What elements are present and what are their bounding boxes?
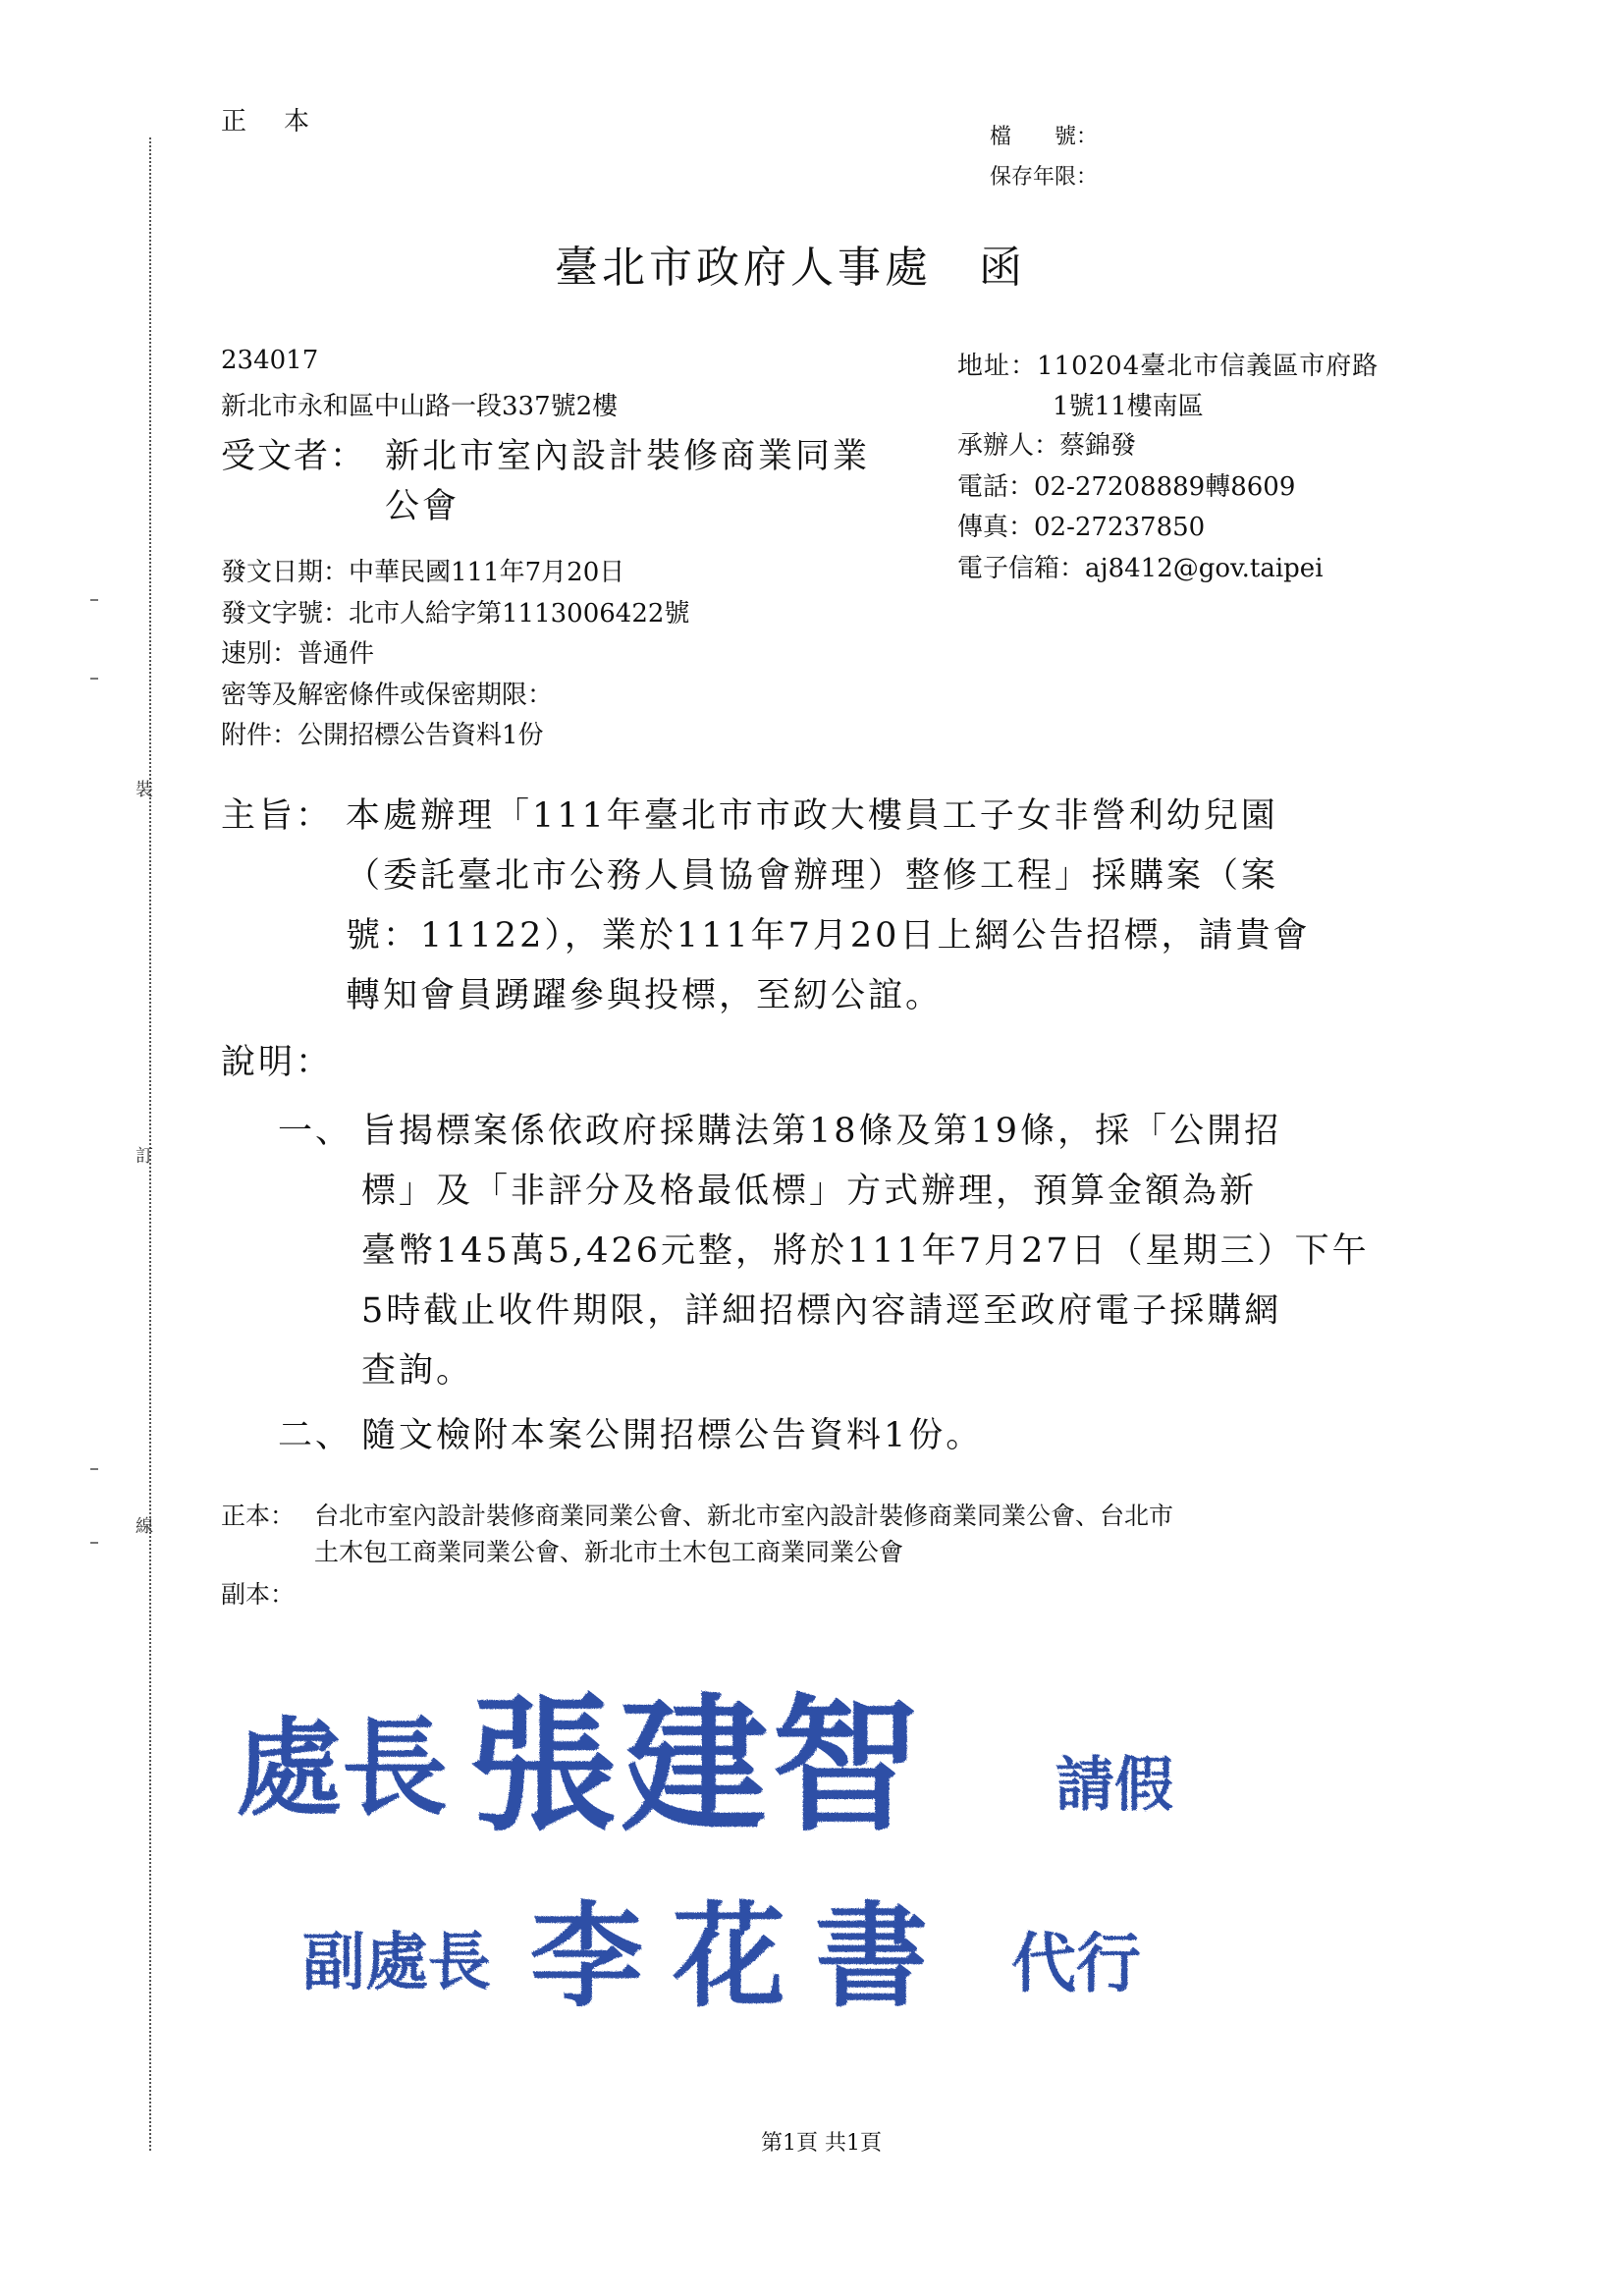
- stamp-note-2: 代行: [1011, 1925, 1141, 2001]
- stamp-name-1: 張建智: [469, 1689, 924, 1852]
- item-2-text: 隨文檢附本案公開招標公告資料1份。: [361, 1416, 984, 1455]
- recipient-name-line2: 公會: [385, 487, 460, 526]
- recipient-address: 新北市永和區中山路一段337號2樓: [221, 392, 619, 421]
- item-1-text: [361, 1102, 1370, 1401]
- item-1-line: 查詢。: [361, 1351, 474, 1391]
- recipient-name-line1: 新北市室內設計裝修商業同業: [385, 437, 871, 476]
- item-2-number: 二、: [278, 1416, 353, 1455]
- margin-tick: [90, 1542, 98, 1544]
- retention-label: 保存年限：: [990, 165, 1099, 190]
- item-1-number: 一、: [278, 1112, 353, 1151]
- cc-main-line2: 土木包工商業同業公會、新北市土木包工商業同業公會: [314, 1538, 904, 1566]
- margin-tick: [90, 678, 98, 680]
- explanation-label: 說明：: [221, 1043, 334, 1082]
- cc-main-label: 正本：: [221, 1502, 296, 1530]
- signature-stamp: [236, 1689, 1257, 2027]
- secrecy-level: 密等及解密條件或保密期限：: [221, 681, 554, 710]
- margin-tick: [90, 1468, 98, 1470]
- binding-char-xian: 線: [135, 1516, 153, 1537]
- sender-email: 電子信箱：aj8412@gov.taipei: [957, 554, 1324, 583]
- stamp-name-2: 李花書: [530, 1890, 958, 2023]
- recipient-label: 受文者：: [221, 437, 367, 476]
- file-number-label: 檔 號：: [990, 125, 1099, 149]
- subject-line: （委託臺北市公務人員協會辦理）整修工程」採購案（案: [346, 856, 1279, 896]
- stamp-title-2: 副處長: [302, 1926, 491, 1999]
- signature-stamp-svg: [236, 1689, 1257, 2023]
- sender-handler: 承辦人：蔡錦發: [957, 431, 1137, 461]
- margin-tick: [90, 599, 98, 601]
- sender-address-line1: 地址：110204臺北市信義區市府路: [957, 352, 1380, 381]
- recipient-postal-code: 234017: [221, 346, 319, 375]
- sender-phone: 電話：02-27208889轉8609: [957, 472, 1296, 502]
- document-title: 臺北市政府人事處 函: [555, 243, 1026, 293]
- item-1-line: 臺幣145萬5,426元整，將於111年7月27日（星期三）下午: [361, 1231, 1370, 1271]
- subject-label: 主旨：: [221, 796, 334, 836]
- cc-copy-label: 副本：: [221, 1580, 296, 1609]
- stamp-title-1: 處長: [236, 1707, 449, 1831]
- subject-text: [346, 787, 1310, 1026]
- sender-address-line2: 1號11樓南區: [1053, 392, 1204, 421]
- sender-fax: 傳真：02-27237850: [957, 513, 1206, 542]
- attachment: 附件：公開招標公告資料1份: [221, 721, 544, 750]
- issue-date: 發文日期：中華民國111年7月20日: [221, 558, 625, 587]
- item-1-line: 旨揭標案係依政府採購法第18條及第19條，採「公開招: [361, 1112, 1282, 1151]
- copy-type: 正 本: [221, 107, 316, 137]
- binding-char-ding: 訂: [135, 1146, 153, 1167]
- subject-line: 轉知會員踴躍參與投標，至紉公誼。: [346, 976, 944, 1015]
- item-1-line: 5時截止收件期限，詳細招標內容請逕至政府電子採購網: [361, 1291, 1282, 1331]
- page-footer: 第1頁 共1頁: [761, 2131, 882, 2156]
- binding-char-zhuang: 裝: [135, 780, 153, 800]
- item-1-line: 標」及「非評分及格最低標」方式辦理，預算金額為新: [361, 1172, 1258, 1211]
- subject-line: 號：11122），業於111年7月20日上網公告招標，請貴會: [346, 916, 1311, 956]
- cc-main-line1: 台北市室內設計裝修商業同業公會、新北市室內設計裝修商業同業公會、台北市: [314, 1502, 1174, 1530]
- speed-class: 速別：普通件: [221, 639, 375, 669]
- document-number: 發文字號：北市人給字第1113006422號: [221, 599, 690, 629]
- subject-line: 本處辦理「111年臺北市市政大樓員工子女非營利幼兒園: [346, 796, 1278, 836]
- stamp-note-1: 請假: [1055, 1751, 1173, 1820]
